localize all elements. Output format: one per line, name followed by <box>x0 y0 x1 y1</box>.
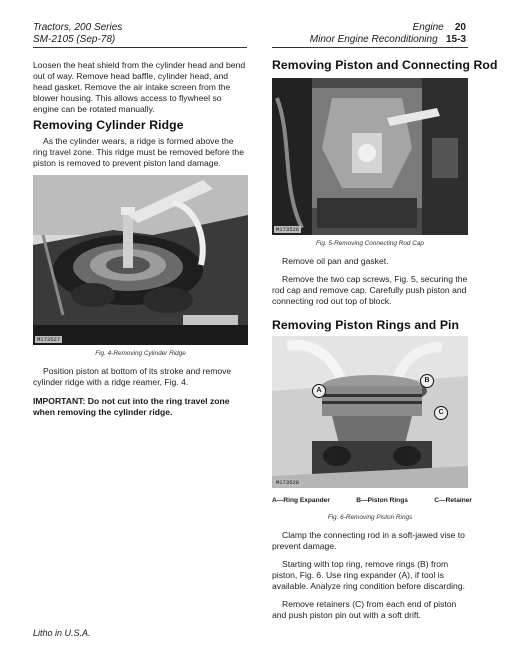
callout-b: B <box>420 374 434 388</box>
fig4-stamp: M173527 <box>37 336 61 343</box>
legend-piston-rings: B—Piston Rings <box>356 497 408 504</box>
remove-caps-paragraph: Remove the two cap screws, Fig. 5, securing the rod cap and remove cap. Carefully push piston and connecting rod out top of block. <box>272 274 468 306</box>
footer-litho: Litho in U.S.A. <box>33 628 91 638</box>
header-section <box>413 22 466 34</box>
header-rule-right <box>272 47 468 48</box>
fig6-caption: Fig. 6-Removing Piston Rings <box>327 514 413 521</box>
rings-text-wrap <box>272 530 472 628</box>
fig5-stamp: M173526 <box>276 226 300 233</box>
remove-oil-paragraph: Remove oil pan and gasket. <box>282 256 389 266</box>
callout-c: C <box>434 406 448 420</box>
header-group-label: Minor Engine Reconditioning <box>309 34 438 45</box>
ridge-heading: Removing Cylinder Ridge <box>33 118 184 132</box>
starting-paragraph: Starting with top ring, remove rings (B) from piston, Fig. 6. Use ring expander (A), if tool is available. Analyze ring condition before discarding. <box>272 559 466 591</box>
left-column <box>33 60 248 122</box>
fig4-illustration <box>33 175 248 345</box>
callout-a: A <box>312 384 326 398</box>
fig5-photo <box>272 78 468 235</box>
important-note: IMPORTANT: Do not cut into the ring travel zone when removing the cylinder ridge. <box>33 396 230 417</box>
header-series: Tractors, 200 Series <box>33 22 123 33</box>
fig5-caption: Fig. 5-Removing Connecting Rod Cap <box>316 240 424 247</box>
position-paragraph-wrap <box>33 366 248 395</box>
fig6-stamp: M173528 <box>276 479 300 486</box>
header-manual-code: SM-2105 (Sep-78) <box>33 34 116 45</box>
header-rule-left <box>33 47 247 48</box>
fig6-photo <box>272 336 468 488</box>
piston-text-wrap <box>272 256 472 314</box>
fig4-caption: Fig. 4-Removing Cylinder Ridge <box>95 350 186 357</box>
ridge-paragraph-wrap <box>33 136 248 176</box>
header-page-number: 15-3 <box>445 34 466 45</box>
piston-heading: Removing Piston and Connecting Rod <box>272 58 498 72</box>
fig6-legend <box>272 497 472 504</box>
intro-paragraph: Loosen the heat shield from the cylinder head and bend out of way. Remove head baffle, cylinder head, and head gasket. Remove the air intake screen from the blower housing. This allows access to flywheel so engine can be rotated manually. <box>33 60 246 114</box>
clamp-paragraph: Clamp the connecting rod in a soft-jawed vise to prevent damage. <box>272 530 465 551</box>
header-section-number: 20 <box>454 22 466 33</box>
legend-ring-expander: A—Ring Expander <box>272 497 330 504</box>
header-group <box>310 34 466 46</box>
rings-heading: Removing Piston Rings and Pin <box>272 318 460 332</box>
fig4-photo <box>33 175 248 345</box>
retainers-paragraph: Remove retainers (C) from each end of piston and push piston pin out with a soft drift. <box>272 599 457 620</box>
ridge-paragraph: As the cylinder wears, a ridge is formed above the ring travel zone. This ridge must be removed before the piston is removed to prevent piston land damage. <box>33 136 244 168</box>
fig5-illustration <box>272 78 468 235</box>
header-section-label: Engine <box>412 22 444 33</box>
legend-retainer: C—Retainer <box>434 497 472 504</box>
position-paragraph: Position piston at bottom of its stroke and remove cylinder ridge with a ridge reamer, Fig. 4. <box>33 366 232 387</box>
